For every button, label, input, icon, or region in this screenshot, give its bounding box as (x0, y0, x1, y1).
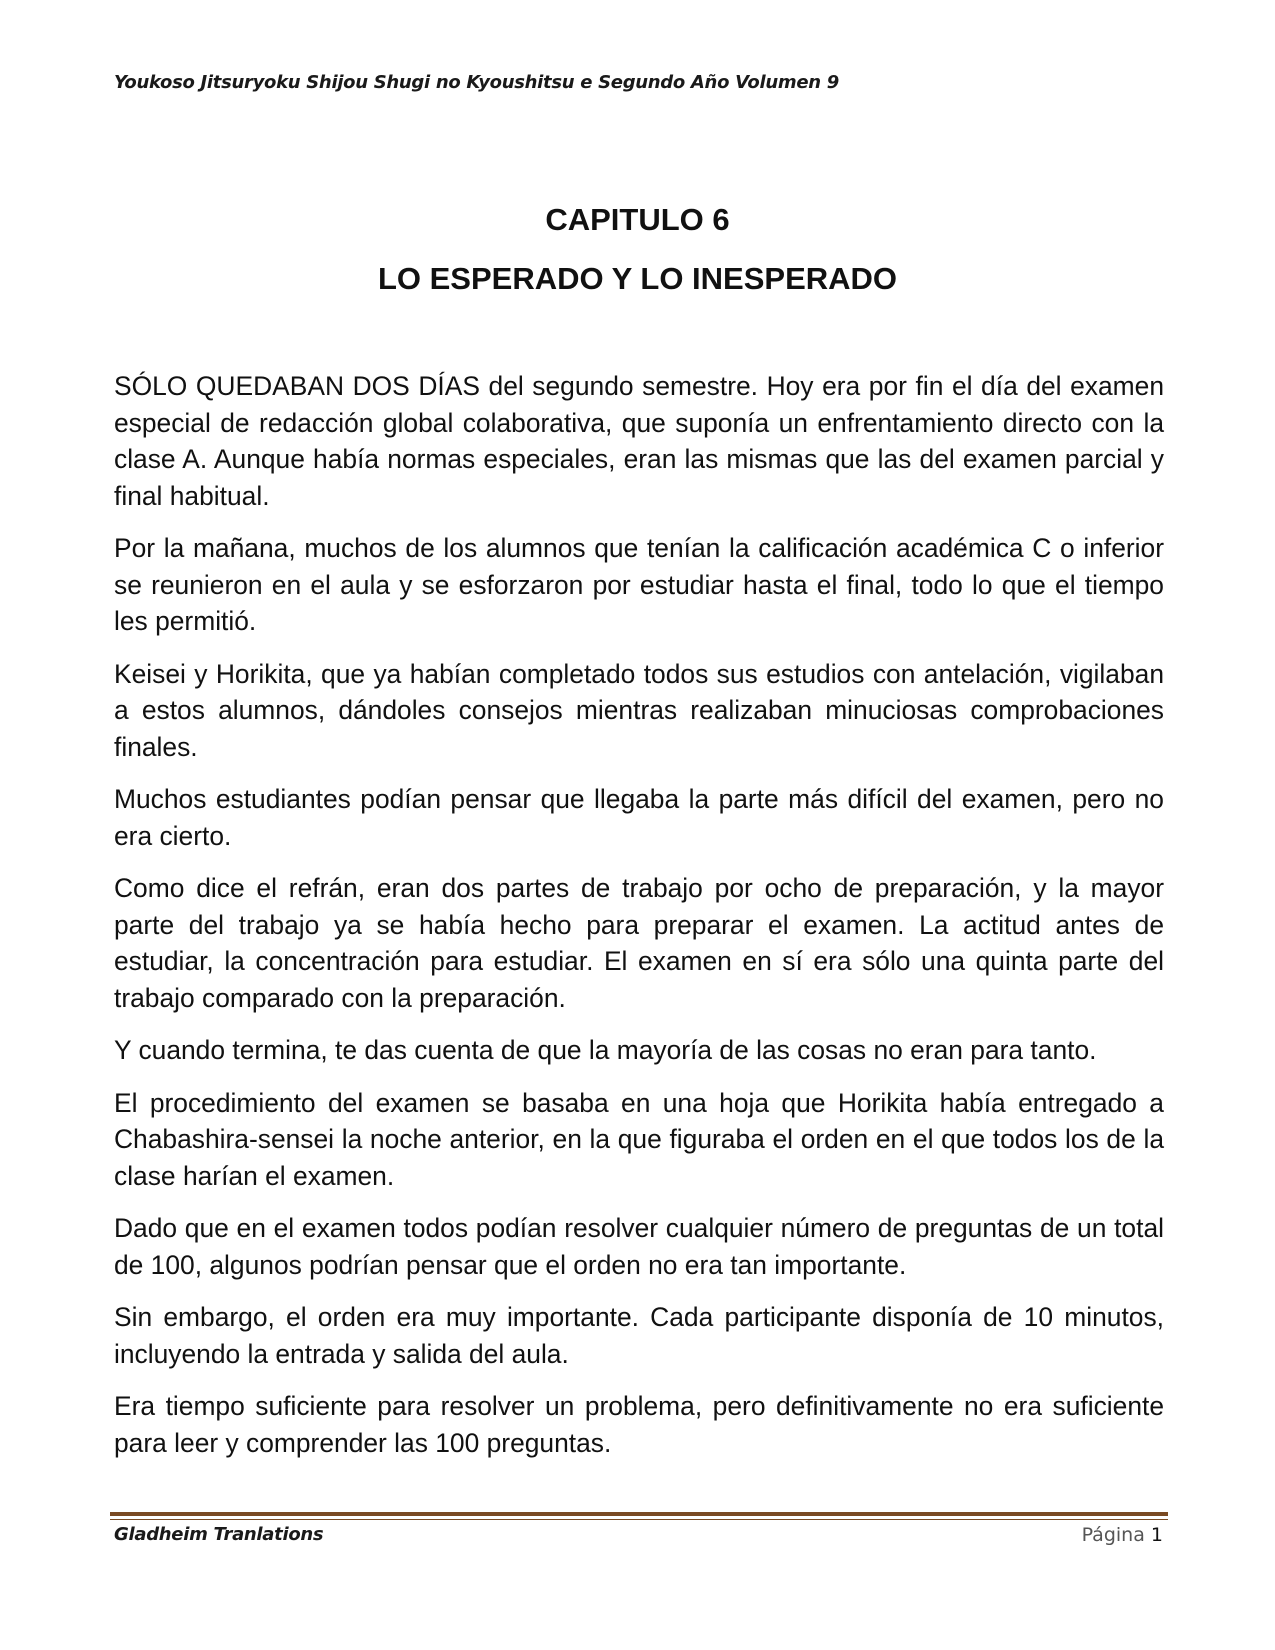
page-number (1082, 1524, 1163, 1546)
paragraph: Sin embargo, el orden era muy importante. Cada participante disponía de 10 minutos, incluyendo la entrada y salida del aula. (114, 1302, 1164, 1369)
footer-rule-thin (110, 1519, 1168, 1520)
page-label: Página (1081, 1524, 1145, 1546)
running-header: Youkoso Jitsuryoku Shijou Shugi no Kyoushitsu e Segundo Año Volumen 9 (114, 72, 839, 93)
paragraph: Como dice el refrán, eran dos partes de trabajo por ocho de preparación, y la mayor parte del trabajo ya se había hecho para preparar el examen. La actitud antes de estudiar, la concentración para estudiar. El examen en sí era sólo una quinta parte del trabajo comparado con la preparación. (114, 873, 1164, 1013)
translator-credit: Gladheim Tranlations (114, 1524, 324, 1545)
paragraph: Por la mañana, muchos de los alumnos que tenían la calificación académica C o inferior se reunieron en el aula y se esforzaron por estudiar hasta el final, todo lo que el tiempo les permitió. (114, 533, 1164, 636)
page-number-value: 1 (1150, 1524, 1163, 1546)
chapter-title: LO ESPERADO Y LO INESPERADO (377, 261, 898, 296)
paragraph: Keisei y Horikita, que ya habían completado todos sus estudios con antelación, vigilaban a estos alumnos, dándoles consejos mientras realizaban minuciosas comprobaciones finales. (114, 658, 1164, 762)
paragraph: Muchos estudiantes podían pensar que llegaba la parte más difícil del examen, pero no era cierto. (114, 784, 1164, 851)
paragraph: El procedimiento del examen se basaba en una hoja que Horikita había entregado a Chabashira-sensei la noche anterior, en la que figuraba el orden en el que todos los de la clase harían el examen. (114, 1087, 1164, 1191)
paragraph: Era tiempo suficiente para resolver un problema, pero definitivamente no era suficiente para leer y comprender las 100 preguntas. (114, 1391, 1164, 1458)
paragraph: SÓLO QUEDABAN DOS DÍAS del segundo semestre. Hoy era por fin el día del examen especial de redacción global colaborativa, que suponía un enfrentamiento directo con la clase A. Aunque había normas especiales, eran las mismas que las del examen parcial y final habitual. (114, 371, 1164, 511)
paragraph: Y cuando termina, te das cuenta de que la mayoría de las cosas no eran para tanto. (114, 1035, 1097, 1065)
body-text (114, 368, 1164, 1477)
footer-rule (110, 1512, 1168, 1516)
paragraph: Dado que en el examen todos podían resolver cualquier número de preguntas de un total de 100, algunos podrían pensar que el orden no era tan importante. (114, 1213, 1164, 1280)
chapter-number: CAPITULO 6 (545, 202, 730, 237)
